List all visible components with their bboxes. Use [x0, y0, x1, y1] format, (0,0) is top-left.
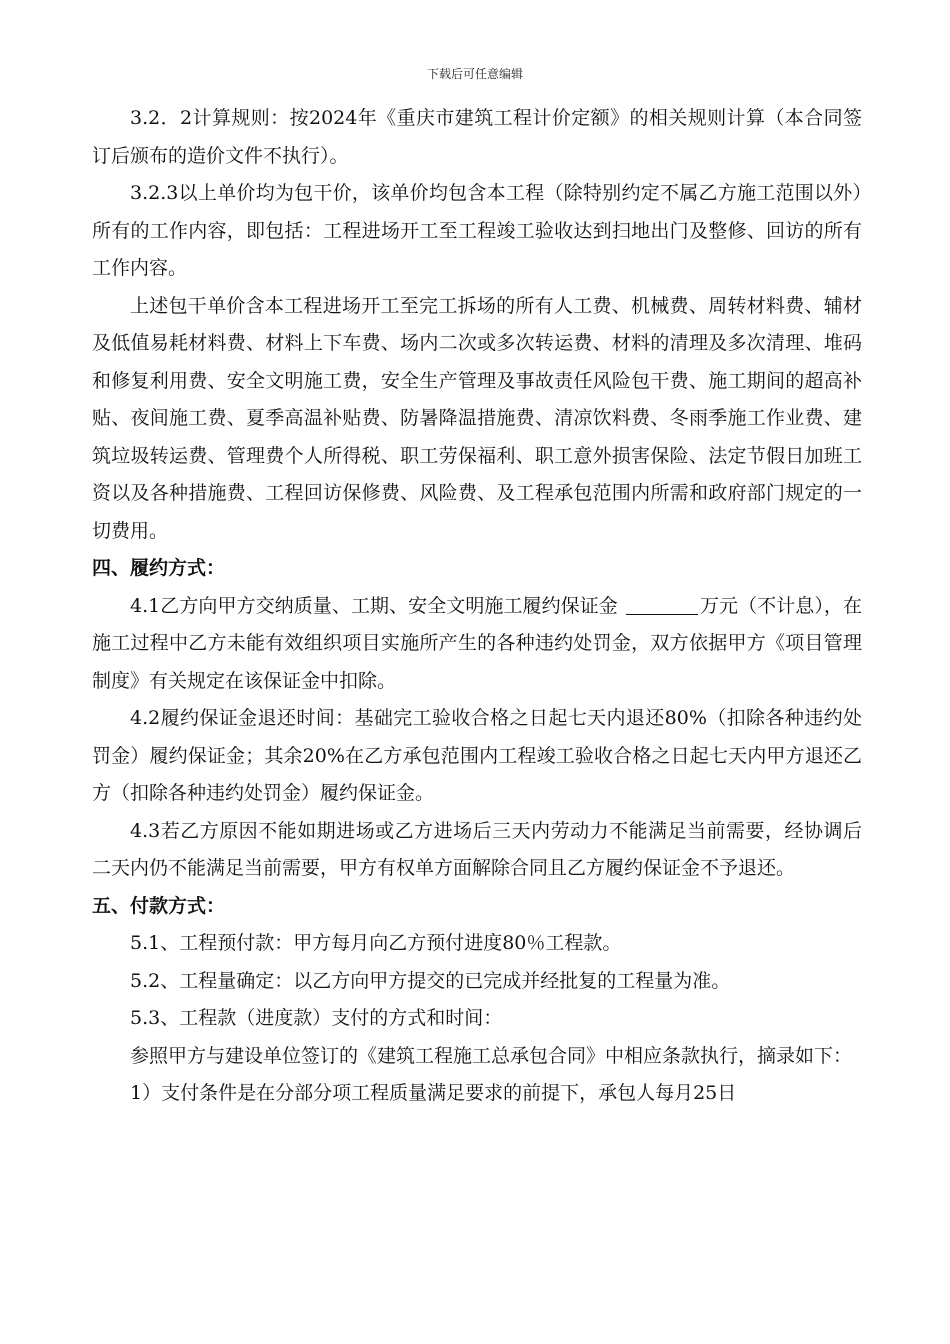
clause-4-1-text: 4.1乙方向甲方交纳质量、工期、安全文明施工履约保证金 — [130, 594, 618, 617]
clause-4-1-unit: 万元 — [699, 594, 739, 617]
section-5-heading: 五、付款方式： — [92, 894, 226, 917]
clause-3-2-3-costs: 上述包干单价含本工程进场开工至完工拆场的所有人工费、机械费、周转材料费、辅材及低值易耗材料费、材料上下车费、场内二次或多次转运费、材料的清理及多次清理、堆码和修复利用费、安全文明施工费，安全生产管理及事故责任风险包干费、施工期间的超高补贴、夜间施工费、夏季高温补贴费、防暑降温措施费、清凉饮料费、冬雨季施工作业费、建筑垃圾转运费、管理费个人所得税、职工劳保福利、职工意外损害保险、法定节假日加班工资以及各种措施费、工程回访保修费、风险费、及工程承包范围内所需和政府部门规定的一切费用。 — [92, 294, 862, 542]
payment-item-1: 1）支付条件是在分部分项工程质量满足要求的前提下，承包人每月25日 — [130, 1082, 737, 1104]
section-4-heading: 四、履约方式： — [92, 557, 226, 579]
clause-5-3: 5.3、工程款（进度款）支付的方式和时间： — [130, 1007, 503, 1029]
clause-3-2-3: 3.2.3以上单价均为包干价，该单价均包含本工程（除特别约定不属乙方施工范围以外）所有的工作内容，即包括：工程进场开工至工程竣工验收达到扫地出门及整修、回访的所有工作内容。 — [92, 182, 862, 279]
payment-reference: 参照甲方与建设单位签订的《建筑工程施工总承包合同》中相应条款执行，摘录如下： — [130, 1044, 853, 1067]
page-header-note: 下载后可任意编辑 — [426, 67, 523, 81]
clause-4-2: 4.2履约保证金退还时间：基础完工验收合格之日起七天内退还80%（扣除各种违约处罚金）履约保证金；其余20%在乙方承包范围内工程竣工验收合格之日起七天内甲方退还乙方（扣除各种违约处罚金）履约保证金。 — [92, 707, 862, 804]
clause-5-1: 5.1、工程预付款：甲方每月向乙方预付进度80％工程款。 — [130, 932, 622, 954]
clause-3-2-2: 3.2．2计算规则：按2024年《重庆市建筑工程计价定额》的相关规则计算（本合同签订后颁布的造价文件不执行）。 — [92, 107, 862, 167]
deposit-amount-blank — [626, 595, 698, 615]
clause-4-1-rest: （不计息），在施工过程中乙方未能有效组织项目实施所产生的各种违约处罚金，双方依据甲方《项目管理制度》有关规定在该保证金中扣除。 — [92, 594, 862, 692]
clause-4-1 — [92, 588, 862, 701]
contract-body — [92, 100, 862, 1113]
clause-4-3: 4.3若乙方原因不能如期进场或乙方进场后三天内劳动力不能满足当前需要，经协调后二天内仍不能满足当前需要，甲方有权单方面解除合同且乙方履约保证金不予退还。 — [92, 819, 862, 879]
clause-5-2: 5.2、工程量确定：以乙方向甲方提交的已完成并经批复的工程量为准。 — [130, 969, 731, 992]
